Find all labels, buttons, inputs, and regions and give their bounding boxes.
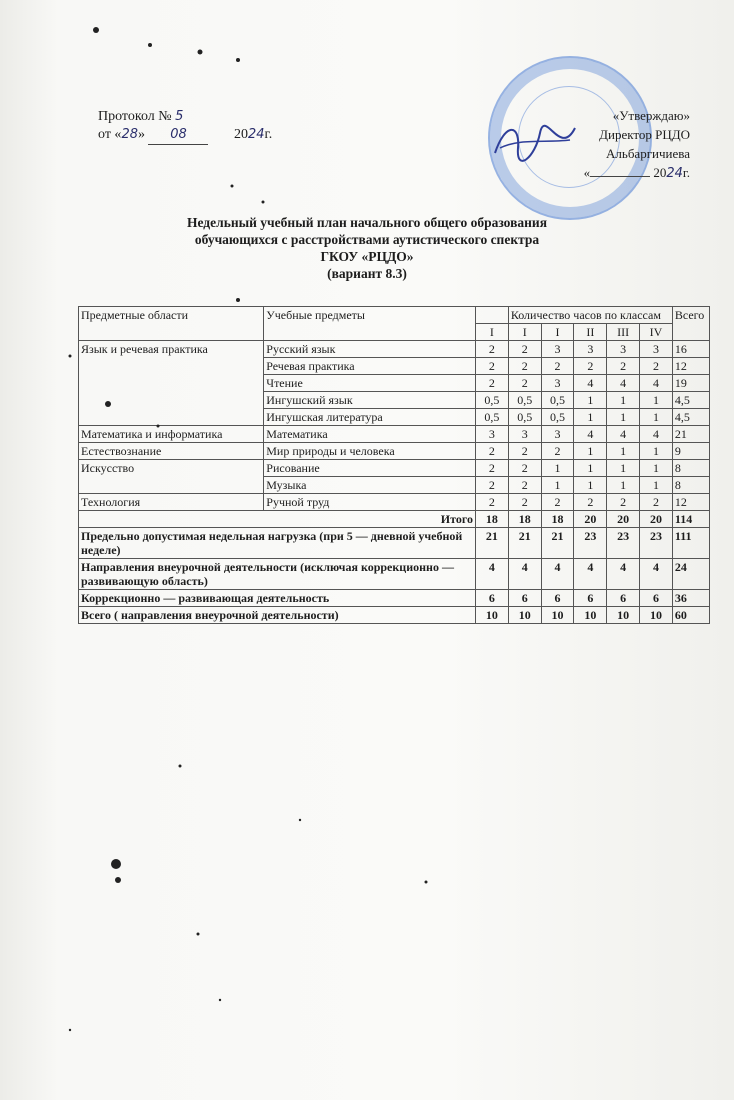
hours-cell: 4 — [640, 426, 673, 443]
summary-label: Предельно допустимая недельная нагрузка (при 5 — дневной учебной неделе) — [79, 528, 476, 559]
hours-cell: 2 — [574, 358, 607, 375]
title-line4: (вариант 8.3) — [327, 266, 407, 281]
hours-cell: 2 — [607, 358, 640, 375]
hours-cell: 0,5 — [476, 409, 509, 426]
hours-cell: 2 — [508, 341, 541, 358]
summary-row — [79, 590, 710, 607]
approval-line4-prefix: « — [583, 165, 591, 180]
hours-cell: 1 — [640, 409, 673, 426]
protocol-year-suffix: г. — [264, 127, 273, 142]
approval-year-prefix: 20 — [653, 165, 667, 180]
protocol-block — [98, 108, 272, 145]
hours-cell: 2 — [508, 358, 541, 375]
summary-label: Коррекционно — развивающая деятельность — [79, 590, 476, 607]
summary-cell: 10 — [607, 607, 640, 624]
protocol-day: 28 — [121, 127, 138, 142]
header-total: Всего — [672, 307, 709, 341]
summary-cell: 23 — [640, 528, 673, 559]
subject-area: Технология — [79, 494, 264, 511]
summary-total: 24 — [672, 559, 709, 590]
itogo-label: Итого — [79, 511, 476, 528]
header-hours: Количество часов по классам — [508, 307, 672, 324]
subject-name: Математика — [264, 426, 476, 443]
hours-cell: 2 — [508, 443, 541, 460]
itogo-cell: 18 — [476, 511, 509, 528]
protocol-month: 08 — [148, 126, 208, 145]
subject-name: Ингушский язык — [264, 392, 476, 409]
subject-name: Музыка — [264, 477, 476, 494]
summary-cell: 4 — [640, 559, 673, 590]
hours-cell: 2 — [476, 443, 509, 460]
itogo-total: 114 — [672, 511, 709, 528]
summary-cell: 21 — [476, 528, 509, 559]
hours-cell: 2 — [476, 477, 509, 494]
curriculum-table — [78, 306, 710, 624]
approval-block — [500, 106, 690, 183]
hours-cell: 0,5 — [541, 392, 574, 409]
approval-line2: Директор РЦДО — [599, 127, 690, 142]
hours-cell: 1 — [574, 460, 607, 477]
subject-name: Русский язык — [264, 341, 476, 358]
hours-cell: 2 — [508, 494, 541, 511]
approval-line3: Альбаргичиева — [606, 146, 690, 161]
subject-name: Речевая практика — [264, 358, 476, 375]
summary-total: 36 — [672, 590, 709, 607]
hours-cell: 1 — [640, 477, 673, 494]
summary-cell: 4 — [574, 559, 607, 590]
header-subjects: Учебные предметы — [264, 307, 476, 341]
hours-cell: 2 — [541, 358, 574, 375]
hours-cell: 0,5 — [541, 409, 574, 426]
hours-cell: 1 — [541, 460, 574, 477]
hours-cell: 4 — [607, 426, 640, 443]
subject-name: Мир природы и человека — [264, 443, 476, 460]
summary-cell: 6 — [476, 590, 509, 607]
hours-cell: 4 — [607, 375, 640, 392]
hours-cell: 3 — [541, 375, 574, 392]
hours-cell: 1 — [607, 392, 640, 409]
summary-cell: 23 — [607, 528, 640, 559]
hours-cell: 2 — [476, 460, 509, 477]
summary-label: Всего ( направления внеурочной деятельности) — [79, 607, 476, 624]
row-total: 8 — [672, 477, 709, 494]
summary-row — [79, 559, 710, 590]
hours-cell: 3 — [574, 341, 607, 358]
subject-area: Естествознание — [79, 443, 264, 460]
title-line1: Недельный учебный план начального общего образования — [186, 215, 547, 230]
summary-total: 60 — [672, 607, 709, 624]
hours-cell: 1 — [640, 460, 673, 477]
hours-cell: 1 — [574, 443, 607, 460]
hours-cell: 1 — [607, 409, 640, 426]
row-total: 4,5 — [672, 409, 709, 426]
grade-header: I — [541, 324, 574, 341]
hours-cell: 2 — [476, 494, 509, 511]
hours-cell: 2 — [607, 494, 640, 511]
itogo-row — [79, 511, 710, 528]
document-title — [0, 214, 734, 282]
hours-cell: 1 — [607, 460, 640, 477]
summary-cell: 4 — [508, 559, 541, 590]
grade-header: I — [476, 324, 509, 341]
summary-cell: 6 — [607, 590, 640, 607]
summary-cell: 10 — [476, 607, 509, 624]
summary-total: 111 — [672, 528, 709, 559]
approval-line4 — [500, 163, 690, 183]
hours-cell: 1 — [607, 443, 640, 460]
hours-cell: 2 — [508, 477, 541, 494]
approval-year-suffix: г. — [682, 165, 690, 180]
hours-cell: 2 — [508, 460, 541, 477]
summary-cell: 21 — [508, 528, 541, 559]
row-total: 4,5 — [672, 392, 709, 409]
hours-cell: 3 — [541, 341, 574, 358]
hours-cell: 4 — [640, 375, 673, 392]
summary-cell: 4 — [541, 559, 574, 590]
grade-header: I — [508, 324, 541, 341]
table-row — [79, 460, 710, 477]
protocol-number-line — [98, 108, 272, 126]
summary-cell: 6 — [574, 590, 607, 607]
itogo-cell: 18 — [508, 511, 541, 528]
hours-cell: 3 — [508, 426, 541, 443]
hours-cell: 3 — [476, 426, 509, 443]
summary-cell: 10 — [640, 607, 673, 624]
hours-cell: 1 — [541, 477, 574, 494]
hours-cell: 3 — [640, 341, 673, 358]
protocol-year: 24 — [247, 127, 265, 142]
hours-cell: 4 — [574, 375, 607, 392]
hours-cell: 1 — [640, 443, 673, 460]
hours-cell: 0,5 — [508, 409, 541, 426]
hours-cell: 1 — [574, 409, 607, 426]
hours-cell: 0,5 — [476, 392, 509, 409]
summary-cell: 6 — [640, 590, 673, 607]
hours-cell: 2 — [640, 494, 673, 511]
table-row — [79, 443, 710, 460]
approval-year: 24 — [666, 166, 683, 181]
summary-row — [79, 528, 710, 559]
grade-header: IV — [640, 324, 673, 341]
itogo-cell: 20 — [574, 511, 607, 528]
subject-area: Математика и информатика — [79, 426, 264, 443]
table-row — [79, 494, 710, 511]
protocol-year-prefix: 20 — [233, 127, 248, 142]
subject-name: Ручной труд — [264, 494, 476, 511]
row-total: 12 — [672, 358, 709, 375]
row-total: 21 — [672, 426, 709, 443]
protocol-number: 5 — [175, 109, 184, 124]
header-areas: Предметные области — [79, 307, 264, 341]
title-line3: ГКОУ «РЦДО» — [320, 249, 414, 264]
title-line2: обучающихся с расстройствами аутистического спектра — [194, 232, 540, 247]
hours-cell: 1 — [607, 477, 640, 494]
hours-cell: 2 — [541, 494, 574, 511]
hours-cell: 1 — [574, 477, 607, 494]
hours-cell: 2 — [476, 358, 509, 375]
itogo-cell: 20 — [607, 511, 640, 528]
hours-cell: 2 — [476, 341, 509, 358]
subject-area: Язык и речевая практика — [79, 341, 264, 426]
hours-cell: 2 — [476, 375, 509, 392]
summary-cell: 6 — [508, 590, 541, 607]
summary-cell: 23 — [574, 528, 607, 559]
row-total: 9 — [672, 443, 709, 460]
protocol-date-line: от «28» 08 2024г. — [98, 126, 272, 145]
hours-cell: 3 — [607, 341, 640, 358]
protocol-date-prefix: от « — [98, 127, 122, 142]
summary-cell: 6 — [541, 590, 574, 607]
hours-cell: 2 — [508, 375, 541, 392]
hours-cell: 2 — [541, 443, 574, 460]
row-total: 16 — [672, 341, 709, 358]
protocol-label: Протокол № — [98, 109, 172, 124]
table-row — [79, 426, 710, 443]
summary-row — [79, 607, 710, 624]
hours-cell: 1 — [640, 392, 673, 409]
summary-cell: 4 — [476, 559, 509, 590]
subject-area: Искусство — [79, 460, 264, 494]
summary-cell: 21 — [541, 528, 574, 559]
hours-cell: 3 — [541, 426, 574, 443]
hours-cell: 0,5 — [508, 392, 541, 409]
table-row — [79, 341, 710, 358]
subject-name: Чтение — [264, 375, 476, 392]
summary-cell: 10 — [574, 607, 607, 624]
grade-header: II — [574, 324, 607, 341]
hours-cell: 1 — [574, 392, 607, 409]
hours-cell: 2 — [574, 494, 607, 511]
approval-line1: «Утверждаю» — [612, 108, 690, 123]
subject-name: Рисование — [264, 460, 476, 477]
subject-name: Ингушская литература — [264, 409, 476, 426]
itogo-cell: 20 — [640, 511, 673, 528]
summary-label: Направления внеурочной деятельности (исключая коррекционно — развивающую область) — [79, 559, 476, 590]
header-blank — [476, 307, 509, 324]
itogo-cell: 18 — [541, 511, 574, 528]
hours-cell: 2 — [640, 358, 673, 375]
row-total: 19 — [672, 375, 709, 392]
summary-cell: 10 — [541, 607, 574, 624]
row-total: 12 — [672, 494, 709, 511]
summary-cell: 10 — [508, 607, 541, 624]
grade-header: III — [607, 324, 640, 341]
hours-cell: 4 — [574, 426, 607, 443]
summary-cell: 4 — [607, 559, 640, 590]
row-total: 8 — [672, 460, 709, 477]
table-header-row — [79, 307, 710, 324]
